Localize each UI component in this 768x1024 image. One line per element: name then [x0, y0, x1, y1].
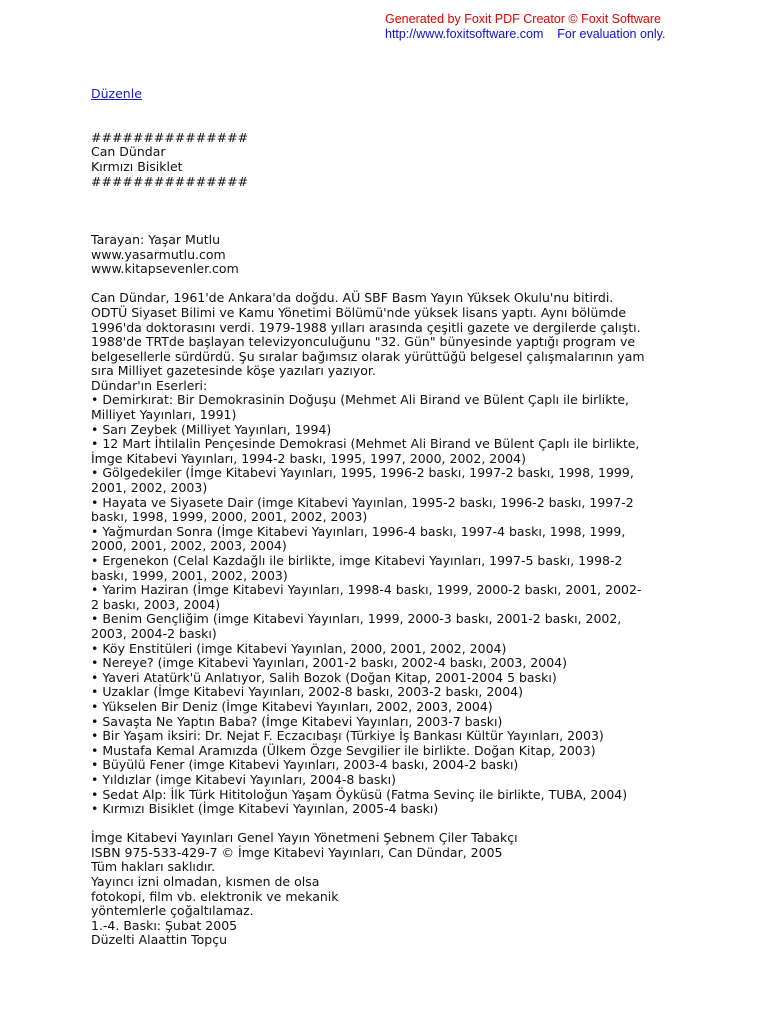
title-line: ############### [91, 129, 249, 145]
author-bio-and-works [91, 291, 691, 816]
bio-line: • Yarim Haziran (İmge Kitabevi Yayınları, 1998-4 baskı, 1999, 2000-2 baskı, 2001, 2002- [91, 582, 642, 598]
bio-line: baskı, 1999, 2001, 2002, 2003) [91, 567, 288, 583]
bio-line: • Nereye? (imge Kitabevi Yayınları, 2001-2 baskı, 2002-4 baskı, 2003, 2004) [91, 655, 567, 671]
bio-line: Milliyet Yayınları, 1991) [91, 407, 237, 423]
colophon-line: Yayıncı izni olmadan, kısmen de olsa [91, 874, 320, 890]
colophon-line: Düzelti Alaattin Topçu [91, 932, 228, 948]
colophon-line: Tüm hakları saklıdır. [91, 859, 216, 875]
colophon-line: fotokopi, film vb. elektronik ve mekanik [91, 888, 339, 904]
bio-line: 2 baskı, 2003, 2004) [91, 596, 221, 612]
bio-line: • Ergenekon (Celal Kazdağlı ile birlikte, imge Kitabevi Yayınları, 1997-5 baskı, 1998-2 [91, 553, 623, 568]
bio-line: baskı, 1998, 1999, 2000, 2001, 2002, 2003) [91, 509, 368, 525]
bio-line: • Yükselen Bir Deniz (İmge Kitabevi Yayınları, 2002, 2003, 2004) [91, 698, 493, 714]
watermark-note: For evaluation only. [557, 27, 666, 41]
bio-line: ODTÜ Siyaset Bilimi ve Kamu Yönetimi Bölümü'nde yüksek lisans yaptı. Aynı bölümde [91, 304, 627, 320]
bio-line: 2000, 2001, 2002, 2003, 2004) [91, 538, 287, 554]
bio-line: 1996'da doktorasını verdi. 1979-1988 yılları arasında çeşitli gazete ve dergilerde çalıştı. [91, 319, 641, 335]
bio-line: • Savaşta Ne Yaptın Baba? (İmge Kitabevi Yayınları, 2003-7 baskı) [91, 713, 503, 729]
bio-line: • Sarı Zeybek (Milliyet Yayınları, 1994) [91, 421, 332, 437]
bio-line: • Büyülü Fener (imge Kitabevi Yayınları, 2003-4 baskı, 2004-2 baskı) [91, 757, 519, 773]
title-block [91, 131, 691, 189]
colophon-line: yöntemlerle çoğaltılamaz. [91, 903, 254, 919]
bio-line: sıra Milliyet gazetesinde köşe yazıları yazıyor. [91, 363, 376, 379]
bio-line: • Bir Yaşam iksiri: Dr. Nejat F. Eczacıbaşı (Türkiye İş Bankası Kültür Yayınları, 2003) [91, 728, 604, 744]
bio-line: İmge Kitabevi Yayınları, 1994-2 baskı, 1995, 1997, 2000, 2002, 2004) [91, 450, 526, 466]
bio-line: • Köy Enstitüleri (imge Kitabevi Yayınlan, 2000, 2001, 2002, 2004) [91, 640, 507, 656]
watermark-url-line [385, 27, 760, 42]
bio-line: • Hayata ve Siyasete Dair (imge Kitabevi Yayınlan, 1995-2 baskı, 1996-2 baskı, 1997-2 [91, 494, 634, 510]
scanner-line: www.kitapsevenler.com [91, 261, 239, 277]
scanner-line: www.yasarmutlu.com [91, 246, 226, 262]
bio-line: • Kırmızı Bisiklet (İmge Kitabevi Yayınlan, 2005-4 baskı) [91, 801, 439, 817]
document-body [91, 87, 691, 948]
bio-line: 2003, 2004-2 baskı) [91, 625, 217, 641]
title-line: Can Dündar [91, 144, 166, 160]
bio-line: • Yıldızlar (imge Kitabevi Yayınları, 2004-8 baskı) [91, 771, 396, 787]
bio-line: • Yağmurdan Sonra (İmge Kitabevi Yayınları, 1996-4 baskı, 1997-4 baskı, 1998, 1999, [91, 523, 626, 539]
scanner-credits [91, 233, 691, 277]
watermark-title: Generated by Foxit PDF Creator © Foxit Software [385, 12, 661, 26]
bio-line: • Uzaklar (İmge Kitabevi Yayınları, 2002-8 baskı, 2003-2 baskı, 2004) [91, 684, 524, 700]
colophon-line: İmge Kitabevi Yayınları Genel Yayın Yönetmeni Şebnem Çiler Tabakçı [91, 830, 518, 846]
colophon-line: 1.-4. Baskı: Şubat 2005 [91, 917, 238, 933]
scanner-line: Tarayan: Yaşar Mutlu [91, 231, 221, 247]
colophon-line: ISBN 975-533-429-7 © İmge Kitabevi Yayınları, Can Dündar, 2005 [91, 844, 503, 860]
bio-line: • Mustafa Kemal Aramızda (Ülkem Özge Sevgilier ile birlikte. Doğan Kitap, 2003) [91, 742, 596, 758]
bio-line: Dündar'ın Eserleri: [91, 377, 208, 393]
bio-line: • Gölgedekiler (İmge Kitabevi Yayınları, 1995, 1996-2 baskı, 1997-2 baskı, 1998, 1999, [91, 465, 634, 481]
bio-line: • Benim Gençliğim (imge Kitabevi Yayınları, 1999, 2000-3 baskı, 2001-2 baskı, 2002, [91, 611, 622, 627]
edit-link[interactable]: Düzenle [91, 86, 142, 101]
title-line: Kırmızı Bisiklet [91, 158, 183, 174]
bio-line: 2001, 2002, 2003) [91, 480, 208, 496]
bio-line: 1988'de TRTde başlayan televizyonculuğunu "32. Gün" bünyesinde yaptığı program ve [91, 334, 636, 350]
title-line: ############### [91, 173, 249, 189]
foxit-watermark [385, 12, 760, 42]
watermark-url: http://www.foxitsoftware.com [385, 27, 544, 41]
bio-line: • 12 Mart İhtilalin Pençesinde Demokrasi (Mehmet Ali Birand ve Bülent Çaplı ile birlikte, [91, 436, 640, 452]
bio-line: Can Dündar, 1961'de Ankara'da doğdu. AÜ SBF Basm Yayın Yüksek Okulu'nu bitirdi. [91, 290, 614, 306]
colophon [91, 831, 691, 948]
bio-line: • Yaveri Atatürk'ü Anlatıyor, Salih Bozok (Doğan Kitap, 2001-2004 5 baskı) [91, 669, 557, 685]
bio-line: • Demirkırat: Bir Demokrasinin Doğuşu (Mehmet Ali Birand ve Bülent Çaplı ile birlikte, [91, 392, 630, 408]
bio-line: • Sedat Alp: İlk Türk Hititoloğun Yaşam Öyküsü (Fatma Sevinç ile birlikte, TUBA, 2004) [91, 786, 628, 802]
bio-line: belgesellerle sürdürdü. Şu sıralar bağımsız olarak yürüttüğü belgesel çalışmalarının yam [91, 348, 645, 364]
